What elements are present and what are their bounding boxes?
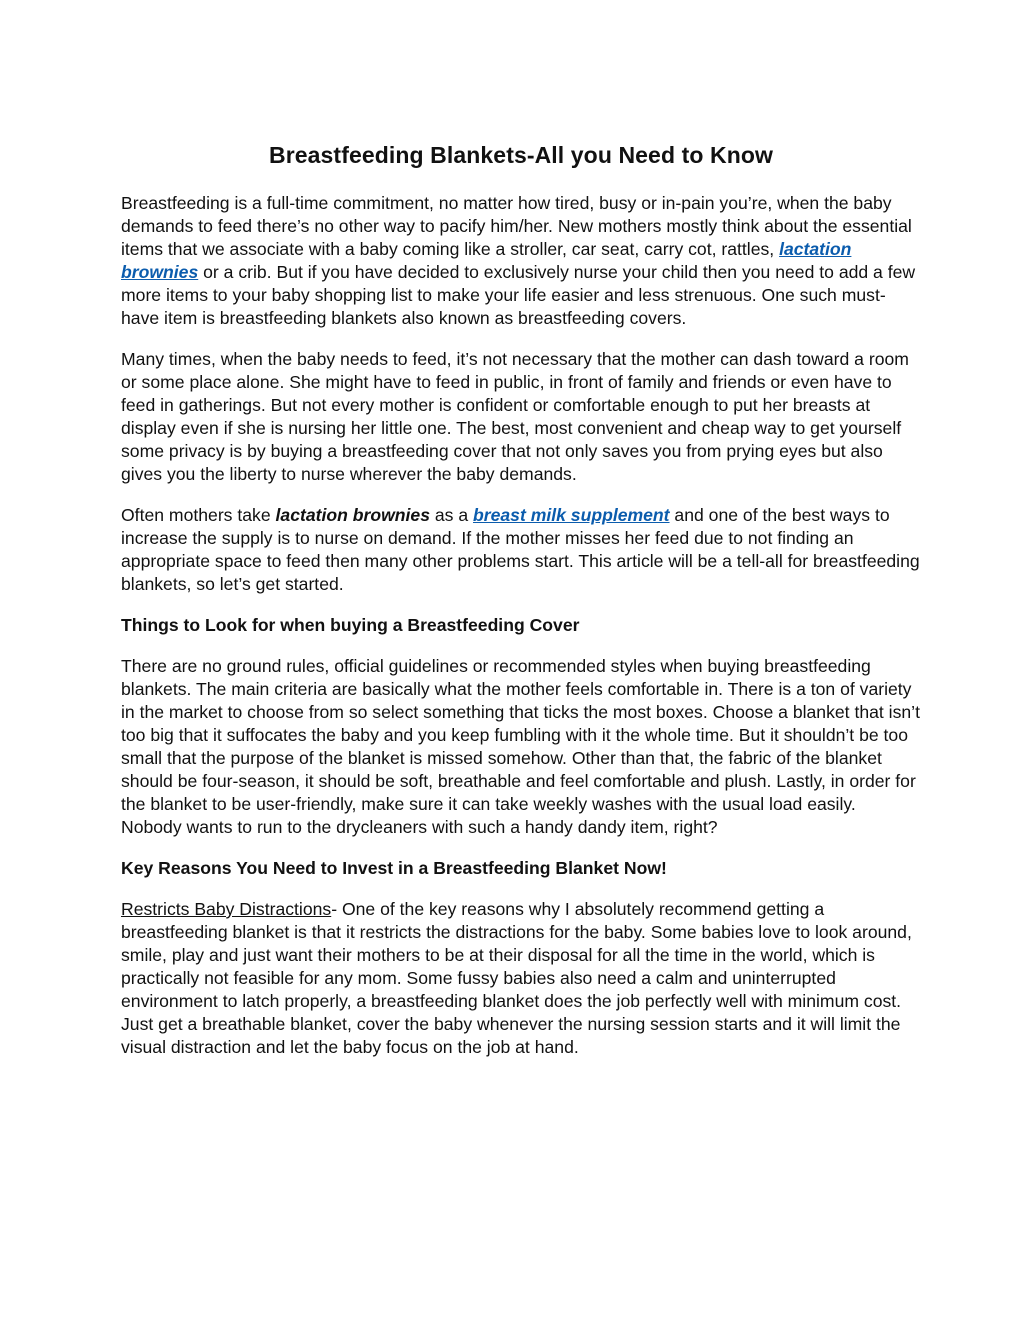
distractions-paragraph xyxy=(121,898,921,1059)
restricts-distractions-label: Restricts Baby Distractions xyxy=(121,899,332,919)
intro-paragraph xyxy=(121,192,921,330)
section-heading-things-to-look-for: Things to Look for when buying a Breastfeeding Cover xyxy=(121,615,580,635)
intro-text-end: or a crib. But if you have decided to exclusively nurse your child then you need to add a few more items to your baby shopping list to make your life easier and less strenuous. One such must-have item is breastfeeding blankets also known as breastfeeding covers. xyxy=(121,262,916,328)
supplement-paragraph xyxy=(121,504,921,596)
page-title: Breastfeeding Blankets-All you Need to Know xyxy=(269,142,773,168)
privacy-paragraph: Many times, when the baby needs to feed, it’s not necessary that the mother can dash toward a room or some place alone. She might have to feed in public, in front of family and friends or even have to feed in gatherings. But not every mother is confident or comfortable enough to put her breasts at display even if she is nursing her little one. The best, most convenient and cheap way to get yourself some privacy is by buying a breastfeeding cover that not only saves you from prying eyes but also gives you the liberty to nurse wherever the baby demands. xyxy=(121,349,909,484)
distractions-text: - One of the key reasons why I absolutely recommend getting a breastfeeding blanket is that it restricts the distractions for the baby. Some babies love to look around, smile, play and just want their mothers to be at their disposal for all the time in the world, which is practically not feasible for any mom. Some fussy babies also need a calm and uninterrupted environment to latch properly, a breastfeeding blanket does the job perfectly well with minimum cost. Just get a breathable blanket, cover the baby whenever the nursing session starts and it will limit the visual distraction and let the baby focus on the job at hand. xyxy=(121,899,912,1057)
criteria-paragraph: There are no ground rules, official guidelines or recommended styles when buying breastfeeding blankets. The main criteria are basically what the mother feels comfortable in. There is a ton of variety in the market to choose from so select something that ticks the most boxes. Choose a blanket that isn’t too big that it suffocates the baby and you keep fumbling with it the whole time. But it shouldn’t be too small that the purpose of the blanket is missed somehow. Other than that, the fabric of the blanket should be four-season, it should be soft, breathable and feel comfortable and plush. Lastly, in order for the blanket to be user-friendly, make sure it can take weekly washes with the usual load easily. Nobody wants to run to the drycleaners with such a handy dandy item, right? xyxy=(121,656,920,837)
section-heading-key-reasons: Key Reasons You Need to Invest in a Breastfeeding Blanket Now! xyxy=(121,858,667,878)
supplement-text-middle: as a xyxy=(429,505,474,525)
supplement-text-start: Often mothers take xyxy=(121,505,276,525)
lactation-brownies-emphasis: lactation brownies xyxy=(275,505,430,525)
supplement-text-end: and one of the best ways to increase the supply is to nurse on demand. If the mother misses her feed due to not finding an appropriate space to feed then many other problems start. This article will be a tell-all for breastfeeding blankets, so let’s get started. xyxy=(121,505,920,594)
breast-milk-supplement-link[interactable]: breast milk supplement xyxy=(473,505,670,525)
document-page xyxy=(121,140,921,1077)
lactation-brownies-link[interactable]: lactation brownies xyxy=(121,239,852,282)
intro-text-start: Breastfeeding is a full-time commitment, no matter how tired, busy or in-pain you’re, when the baby demands to feed there’s no other way to pacify him/her. New mothers mostly think about the essential items that we associate with a baby coming like a stroller, car seat, carry cot, rattles, xyxy=(121,193,912,259)
